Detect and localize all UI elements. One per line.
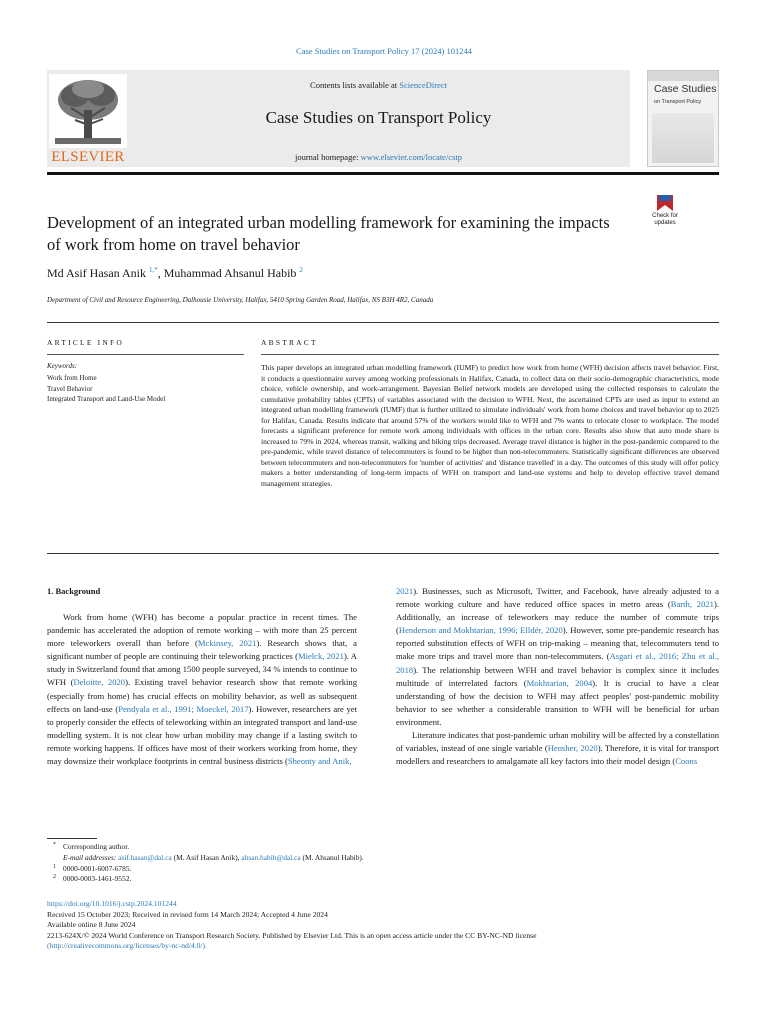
crossmark-label[interactable] bbox=[643, 213, 687, 226]
cover-title-line2: on Transport Policy bbox=[654, 99, 702, 105]
journal-homepage-link[interactable]: www.elsevier.com/locate/cstp bbox=[360, 152, 463, 162]
crossmark-label-line2: updates bbox=[654, 219, 676, 226]
keyword: Integrated Transport and Land-Use Model bbox=[47, 395, 166, 403]
elsevier-wordmark: ELSEVIER bbox=[51, 149, 125, 165]
divider bbox=[47, 354, 244, 355]
reference-link[interactable]: Sheonty and Anik, bbox=[287, 756, 352, 767]
author-1: Md Asif Hasan Anik bbox=[47, 266, 146, 280]
footnote-orcid-1: 1 0000-0001-6007-6785. bbox=[53, 863, 132, 873]
footnote-orcid-2: 2 0000-0003-1461-9552. bbox=[53, 874, 132, 884]
reference-link[interactable]: Coons bbox=[675, 756, 698, 767]
affiliation: Department of Civil and Resource Engineering, Dalhousie University, Halifax, 5410 Spring Garden Road, Halifax, NS B3H 4R2, Canada bbox=[47, 296, 434, 304]
reference-link[interactable]: Hensher, 2020 bbox=[547, 743, 598, 754]
keyword: Travel Behavior bbox=[47, 384, 93, 393]
footnote-corresponding: * Corresponding author. bbox=[53, 842, 130, 851]
divider bbox=[261, 354, 719, 355]
reference-link[interactable]: Asgari et al., 2016; Zhu et al., 2018 bbox=[396, 651, 719, 675]
footnotes bbox=[47, 842, 547, 885]
author-list bbox=[47, 266, 303, 281]
section-heading: 1. Background bbox=[47, 586, 101, 596]
article-info-heading: ARTICLE INFO bbox=[47, 338, 124, 347]
reference-link[interactable]: Mielck, 2021 bbox=[297, 651, 344, 662]
body-paragraph: Work from home (WFH) has become a popular practice in recent times. The pandemic has accelerated the adoption of remote working – with more than 25 percent more teleworkers overall than before (Mckinsey, 2021). Research shows that, a significant number of people are continuing their teleworking practices (Mielck, 2021). A study in Switzerland found that among 1500 people surveyed, 34 % intends to continue to WFH (Deloitte, 2020). Existing travel behavior research show that remote working (especially from home) has crucial effects on mobility behavior, as well as subsequent effects on land-use (Pendyala et al., 1991; Moeckel, 2017). However, researchers are yet to properly consider the effects of teleworking within an integrated transport and land-use modelling system. It is not clear how urban mobility may change if a lasting switch to remote working happens. If offices have most of their workers working from home, they may downsize their workplace footprints in central business districts (Sheonty and Anik, bbox=[47, 612, 358, 767]
footnote-emails: E-mail addresses: asif.hasan@dal.ca (M. Asif Hasan Anik), ahsan.habib@dal.ca (M. Ahsanul Habib). bbox=[63, 852, 364, 862]
journal-title: Case Studies on Transport Policy bbox=[265, 108, 492, 127]
sciencedirect-link[interactable]: ScienceDirect bbox=[399, 80, 447, 90]
contents-prefix: Contents lists available at bbox=[310, 80, 400, 90]
license-link[interactable]: (http://creativecommons.org/licenses/by-nc-nd/4.0/). bbox=[47, 941, 207, 951]
keyword: Work from Home bbox=[47, 374, 97, 382]
divider bbox=[47, 553, 719, 554]
available-online: Available online 8 June 2024 bbox=[47, 920, 136, 930]
abstract-text: This paper develops an integrated urban modelling framework (IUMF) to predict how work from home (WFH) decision affects travel behavior. First, it conducts a questionnaire survey among working professionals in Halifax, Canada, to collect data on their socio-demographic characteristics, mode choice, vehicle ownership, and work-arrangement. Bayesian Belief network models are developed using the collected responses to calculate the cumulative probability tables (CPTs) of variables associated with the decision to WFH. Next, the ascertained CPTs are used as input to extend an integrated urban modelling framework (IUMF) that is further utilized to simulate individuals' work from home choices and travel behavior up to 2025 for Halifax, Canada. Results indicate that around 57% of the workers would like to WFH and 7% wants to relocate closer to workplace. The model forecasts a significant preference for remote work among individuals with offices in the urban core. Results also show that auto mode share is increased to 79% in 2024, whereas transit, walking and biking trips decreased. Average travel distance is higher in the post-pandemic compared to the pre-pandemic, while travel distance of telecommuters is found to be higher than non-telecommuters. Statistically significant differences are observed between telecommuters and non-telecommuters for 'number of activities' and 'distance travelled' in a day. The outcomes of this study will offer policy makers a better understanding of long-term impacts of WFH on transport and land-use systems and help to develop effective travel demand management strategies. bbox=[261, 363, 719, 488]
license-text: 2213-624X/© 2024 World Conference on Transport Research Society. Published by Elsevier Ltd. This is an open access article under the CC BY-NC-ND license bbox=[47, 930, 537, 940]
reference-link[interactable]: Henderson and Mokhtarian, 1996; Elldér, 2020 bbox=[398, 625, 563, 636]
crossmark-label-line1: Check for bbox=[652, 213, 678, 219]
reference-link[interactable]: Mckinsey, 2021 bbox=[197, 638, 257, 649]
keywords-list bbox=[47, 373, 165, 405]
doi-link[interactable]: https://doi.org/10.1016/j.cstp.2024.101244 bbox=[47, 899, 177, 908]
body-paragraph: 2021). Businesses, such as Microsoft, Twitter, and Facebook, have already adjusted to a remote working culture and have reduced office spaces in metro areas (Barth, 2021). Additionally, an increase of teleworkers may reduce the number of commute trips (Henderson and Mokhtarian, 1996; Elldér, 2020). However, some pre-pandemic research has reported substitution effects of WFH on trip-making – meaning that, telecommuters tend to make more trips and travel more than non-telecommuters. (Asgari et al., 2016; Zhu et al., 2018). The relationship between WFH and travel behavior is complex since it includes multitude of interrelated factors (Mokhtarian, 2004). It is crucial to have a clear understanding of how the decision to WFH may affect peoples' post-pandemic mobility behavior to see whether a considerable transition to WFH will be beneficial for urban environment. bbox=[396, 586, 720, 727]
reference-link[interactable]: Barth, 2021 bbox=[670, 599, 714, 610]
journal-cover-thumbnail[interactable] bbox=[647, 70, 719, 167]
author-separator: , bbox=[157, 266, 164, 280]
reference-link[interactable]: 2021 bbox=[396, 586, 414, 596]
reference-link[interactable]: Mokhtarian, 2004 bbox=[526, 677, 593, 688]
publication-info bbox=[47, 899, 719, 952]
body-paragraph: Literature indicates that post-pandemic urban mobility will be affected by a constellation of variables, instead of one single variable (Hensher, 2020). Therefore, it is vital for transport modellers and researchers to amalgamate all key factors into their model design (Coons bbox=[396, 730, 719, 767]
email-link[interactable]: ahsan.habib@dal.ca bbox=[241, 852, 301, 862]
cover-top-bar bbox=[648, 71, 718, 81]
divider bbox=[47, 322, 719, 323]
received-dates: Received 15 October 2023; Received in revised form 14 March 2024; Accepted 4 June 2024 bbox=[47, 909, 328, 919]
author-2: Muhammad Ahsanul Habib bbox=[163, 266, 297, 280]
author-1-marks[interactable]: 1,* bbox=[149, 266, 158, 274]
header-divider bbox=[47, 172, 719, 175]
author-2-marks[interactable]: 2 bbox=[299, 266, 303, 274]
reference-link[interactable]: Deloitte, 2020 bbox=[73, 677, 126, 688]
homepage-line bbox=[127, 152, 630, 162]
cover-image bbox=[652, 113, 714, 163]
footnote-divider bbox=[47, 838, 97, 839]
cover-title bbox=[654, 84, 716, 108]
homepage-prefix: journal homepage: bbox=[294, 152, 361, 162]
contents-line bbox=[127, 80, 630, 90]
reference-link[interactable]: Pendyala et al., 1991; Moeckel, 2017 bbox=[118, 703, 249, 714]
keywords-label: Keywords: bbox=[47, 362, 78, 370]
journal-citation[interactable]: Case Studies on Transport Policy 17 (2024) 101244 bbox=[296, 46, 472, 56]
article-title: Development of an integrated urban modelling framework for examining the impacts of work from home on travel behavior bbox=[47, 213, 610, 254]
abstract-heading: ABSTRACT bbox=[261, 338, 318, 347]
email-link[interactable]: asif.hasan@dal.ca bbox=[118, 852, 172, 862]
body-column-left bbox=[47, 611, 357, 768]
body-column-right bbox=[396, 585, 719, 768]
cover-title-line1: Case Studies bbox=[654, 83, 717, 95]
